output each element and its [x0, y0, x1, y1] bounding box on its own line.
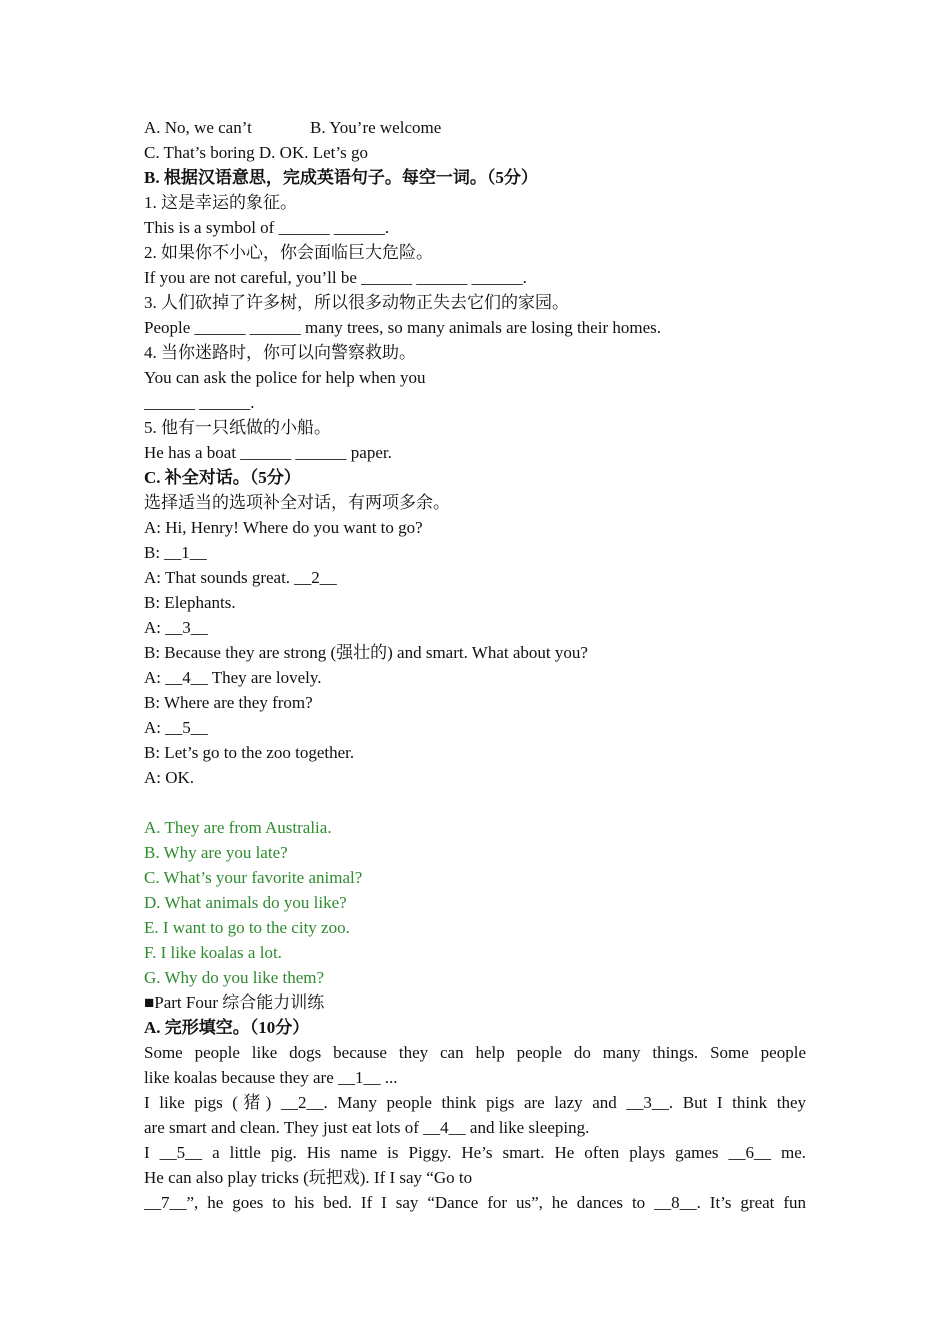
dialogue-option: F. I like koalas a lot. — [144, 943, 282, 962]
cloze-line: Some people like dogs because they can help people do many things. Some people — [144, 1043, 806, 1062]
dialogue-option: G. Why do you like them? — [144, 968, 325, 987]
dialogue-line: B: Let’s go to the zoo together. — [144, 743, 355, 762]
section-c-heading: C. 补全对话。（5分） — [144, 468, 301, 487]
prev-option-a: A. No, we can’t — [144, 118, 252, 137]
dialogue-line: A: OK. — [144, 768, 195, 787]
cloze-line: He can also play tricks (玩把戏). If I say “Go to — [144, 1168, 473, 1187]
section-b-line: 3. 人们砍掉了许多树，所以很多动物正失去它们的家园。 — [144, 293, 569, 312]
dialogue-line: A: That sounds great. __2__ — [144, 568, 337, 587]
prev-option-b: B. You’re welcome — [310, 118, 442, 137]
section-b-line: 4. 当你迷路时，你可以向警察救助。 — [144, 343, 416, 362]
section-b-line: 2. 如果你不小心，你会面临巨大危险。 — [144, 243, 433, 262]
cloze-line: I __5__ a little pig. His name is Piggy. He’s smart. He often plays games __6__ me. — [144, 1143, 806, 1162]
dialogue-option: E. I want to go to the city zoo. — [144, 918, 350, 937]
cloze-line: like koalas because they are __1__ ... — [144, 1068, 398, 1087]
section-b-line: 5. 他有一只纸做的小船。 — [144, 418, 331, 437]
section-b-line: If you are not careful, you’ll be ______ ______ ______. — [144, 268, 527, 287]
part-four-title: ■Part Four 综合能力训练 — [144, 993, 325, 1012]
dialogue-option: A. They are from Australia. — [144, 818, 332, 837]
section-b-line: ______ ______. — [144, 393, 255, 412]
dialogue-line: B: Because they are strong (强壮的) and smart. What about you? — [144, 643, 588, 662]
dialogue-line: A: __5__ — [144, 718, 208, 737]
section-c-instruction: 选择适当的选项补全对话，有两项多余。 — [144, 493, 450, 512]
cloze-line: I like pigs (猪) __2__. Many people think pigs are lazy and __3__. But I think they — [144, 1093, 806, 1112]
worksheet-page — [144, 115, 806, 1215]
section-b-heading: B. 根据汉语意思，完成英语句子。每空一词。（5分） — [144, 168, 538, 187]
spacer — [144, 790, 806, 815]
prev-options-row — [144, 115, 806, 140]
dialogue-line: A: __4__ They are lovely. — [144, 668, 322, 687]
dialogue-line: B: __1__ — [144, 543, 207, 562]
section-b-line: 1. 这是幸运的象征。 — [144, 193, 297, 212]
part-four-heading: A. 完形填空。（10分） — [144, 1018, 310, 1037]
section-b-line: This is a symbol of ______ ______. — [144, 218, 390, 237]
prev-option-c: C. That’s boring D. OK. Let’s go — [144, 143, 368, 162]
dialogue-option: C. What’s your favorite animal? — [144, 868, 363, 887]
dialogue-line: B: Elephants. — [144, 593, 236, 612]
cloze-line: __7__”, he goes to his bed. If I say “Dance for us”, he dances to __8__. It’s great fun — [144, 1193, 806, 1212]
dialogue-option: D. What animals do you like? — [144, 893, 347, 912]
dialogue-line: A: Hi, Henry! Where do you want to go? — [144, 518, 423, 537]
dialogue-line: A: __3__ — [144, 618, 208, 637]
section-b-line: You can ask the police for help when you — [144, 368, 426, 387]
dialogue-line: B: Where are they from? — [144, 693, 313, 712]
cloze-line: are smart and clean. They just eat lots of __4__ and like sleeping. — [144, 1118, 590, 1137]
dialogue-option: B. Why are you late? — [144, 843, 288, 862]
section-b-line: He has a boat ______ ______ paper. — [144, 443, 392, 462]
section-b-line: People ______ ______ many trees, so many animals are losing their homes. — [144, 318, 661, 337]
